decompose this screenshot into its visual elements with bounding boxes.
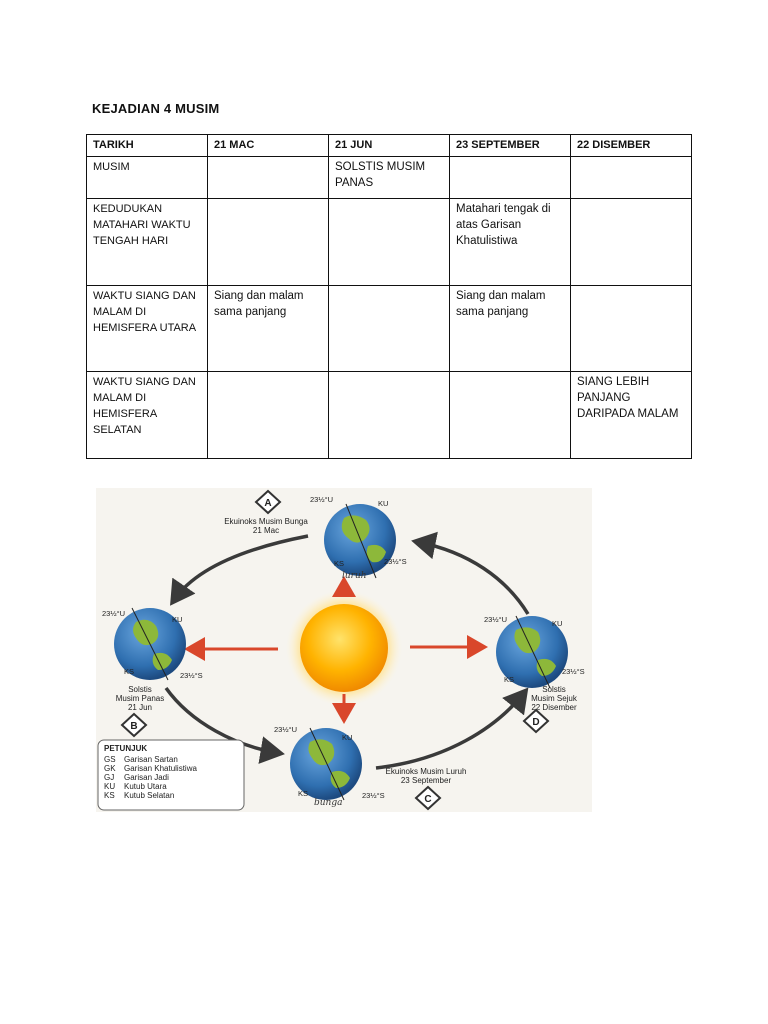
- header-cell-tarikh: TARIKH: [87, 135, 208, 157]
- row-label-hemisfera-selatan: WAKTU SIANG DAN MALAM DI HEMISFERA SELATAN: [87, 372, 208, 459]
- sun: [300, 604, 388, 692]
- label-b-line3: 21 Jun: [127, 703, 153, 712]
- legend-box: [98, 740, 244, 810]
- handwritten-note-a: luruh: [342, 571, 367, 581]
- pole-ku-c: KU: [342, 733, 353, 742]
- header-cell-22-disember: 22 DISEMBER: [571, 135, 692, 157]
- handwritten-note-c: bunga: [314, 798, 343, 808]
- table-cell: Siang dan malam sama panjang: [208, 286, 329, 372]
- row-label-musim: MUSIM: [87, 157, 208, 199]
- pole-ku-d: KU: [552, 619, 563, 628]
- table-cell: [329, 286, 450, 372]
- table-cell: Matahari tengak di atas Garisan Khatulistiwa: [450, 199, 571, 286]
- table-cell: [208, 372, 329, 459]
- lat-south-b: 23½°S: [180, 671, 203, 680]
- badge-d-label: D: [532, 717, 540, 728]
- table-header-row: [87, 135, 692, 157]
- table-cell: [208, 199, 329, 286]
- badge-c-label: C: [424, 794, 432, 805]
- table-cell: [571, 199, 692, 286]
- legend-code: GK: [104, 764, 116, 773]
- label-b-line2: Musim Panas: [115, 694, 165, 703]
- pole-ks-b: KS: [124, 667, 135, 676]
- badge-a-label: A: [264, 498, 272, 509]
- badge-b-label: B: [130, 721, 138, 732]
- legend-code: GJ: [104, 773, 115, 782]
- legend-text: Kutub Selatan: [124, 791, 175, 800]
- row-label-kedudukan-matahari: KEDUDUKAN MATAHARI WAKTU TENGAH HARI: [87, 199, 208, 286]
- table-row: [87, 199, 692, 286]
- legend-text: Garisan Sartan: [124, 755, 178, 764]
- table-cell: [329, 372, 450, 459]
- header-cell-23-september: 23 SEPTEMBER: [450, 135, 571, 157]
- lat-north-c: 23½°U: [274, 725, 298, 734]
- table-row: [87, 372, 692, 459]
- label-b-line1: Solstis: [128, 685, 152, 694]
- four-seasons-diagram: [96, 488, 592, 812]
- lat-north-d: 23½°U: [484, 615, 508, 624]
- label-d-line2: Musim Sejuk: [531, 694, 577, 703]
- seasons-table: [86, 134, 692, 459]
- label-d-line1: Solstis: [542, 685, 566, 694]
- table-row: [87, 157, 692, 199]
- pole-ks-c: KS: [298, 789, 309, 798]
- label-c-line2: 23 September: [400, 776, 452, 785]
- table-cell: [450, 372, 571, 459]
- table-cell: [450, 157, 571, 199]
- legend-text: Garisan Khatulistiwa: [124, 764, 197, 773]
- pole-ks-d: KS: [504, 675, 515, 684]
- legend-title: PETUNJUK: [104, 744, 148, 753]
- legend-text: Garisan Jadi: [124, 773, 169, 782]
- row-label-hemisfera-utara: WAKTU SIANG DAN MALAM DI HEMISFERA UTARA: [87, 286, 208, 372]
- legend-code: GS: [104, 755, 116, 764]
- table-cell: [571, 286, 692, 372]
- lat-south-d: 23½°S: [562, 667, 585, 676]
- label-c-line1: Ekuinoks Musim Luruh: [385, 767, 467, 776]
- label-a-line1: Ekuinoks Musim Bunga: [224, 517, 308, 526]
- table-cell: [571, 157, 692, 199]
- pole-ku-b: KU: [172, 615, 183, 624]
- lat-south-c: 23½°S: [362, 791, 385, 800]
- label-a-line2: 21 Mac: [252, 526, 280, 535]
- table-cell: Siang dan malam sama panjang: [450, 286, 571, 372]
- pole-ku-a: KU: [378, 499, 389, 508]
- header-cell-21-jun: 21 JUN: [329, 135, 450, 157]
- label-d-line3: 22 Disember: [531, 703, 577, 712]
- pole-ks-a: KS: [334, 559, 345, 568]
- header-cell-21-mac: 21 MAC: [208, 135, 329, 157]
- legend-code: KS: [104, 791, 115, 800]
- table-cell: SOLSTIS MUSIM PANAS: [329, 157, 450, 199]
- diagram-svg: [96, 488, 592, 812]
- table-cell: SIANG LEBIH PANJANG DARIPADA MALAM: [571, 372, 692, 459]
- lat-north-b: 23½°U: [102, 609, 126, 618]
- legend-text: Kutub Utara: [124, 782, 167, 791]
- table-cell: [208, 157, 329, 199]
- lat-north-a: 23½°U: [310, 495, 334, 504]
- table-cell: [329, 199, 450, 286]
- document-title: KEJADIAN 4 MUSIM: [92, 101, 220, 116]
- table-row: [87, 286, 692, 372]
- legend-code: KU: [104, 782, 116, 791]
- lat-south-a: 23½°S: [384, 557, 407, 566]
